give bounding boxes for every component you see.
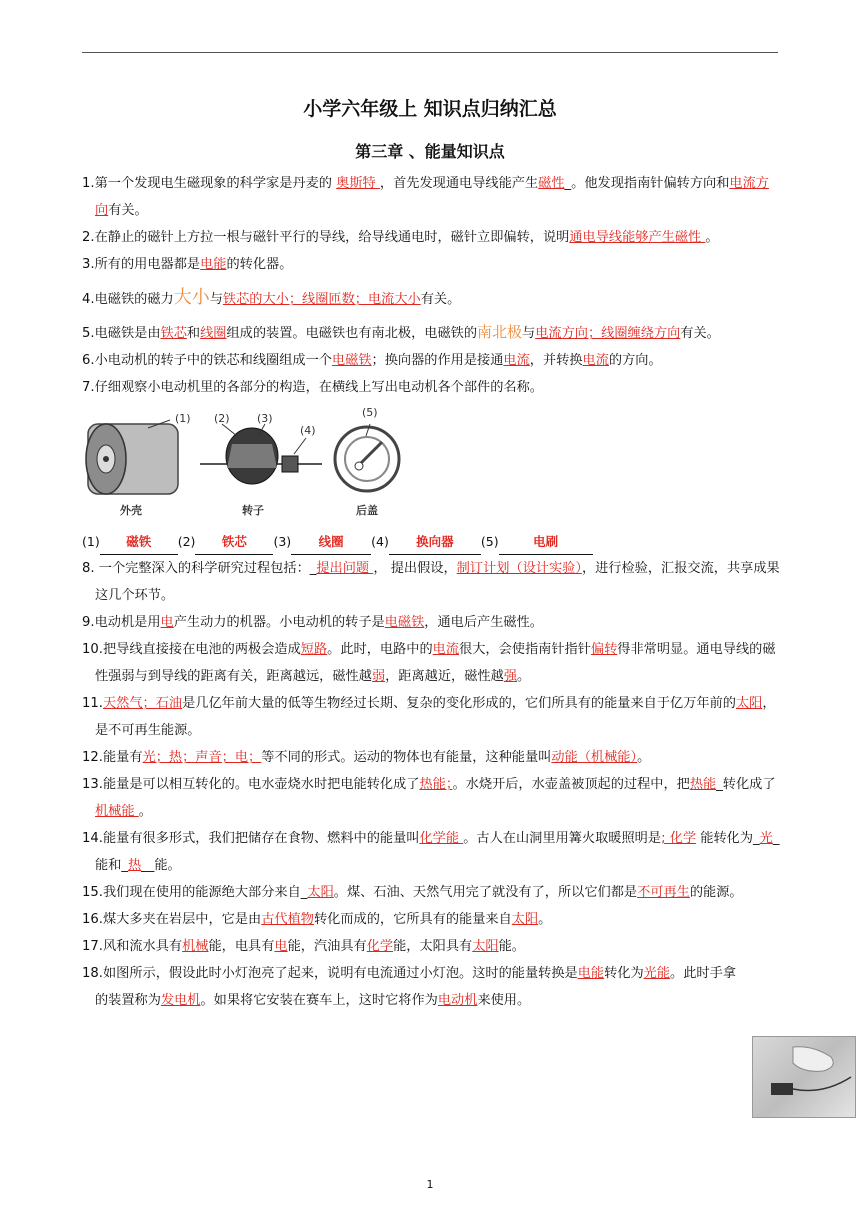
part-blank-2: 铁芯 (195, 530, 273, 555)
item-12: 12.能量有光；热；声音；电；等不同的形式。运动的物体也有能量，这种能量叫动能（机械能）。 (82, 750, 651, 765)
item-4: 4.电磁铁的磁力大小与铁芯的大小；线圈匝数；电流大小有关。 (82, 287, 461, 308)
item-9: 9.电动机是用电产生动力的机器。小电动机的转子是电磁铁，通电后产生磁性。 (82, 615, 543, 630)
motor-figure (82, 406, 782, 528)
item-10: 10.把导线直接接在电池的两极会造成短路。此时，电路中的电流很大，会使指南针指针偏转得非常明显。通电导线的磁性强弱与到导线的距离有关，距离越远，磁性越弱，距离越近，磁性越强。 (82, 642, 776, 684)
item-14: 14.能量有很多形式，我们把储存在食物、燃料中的能量叫化学能 。古人在山洞里用篝火取暖照明是; 化学 能转化为_光_能和_热__能。 (82, 831, 780, 873)
housing-drawing (86, 420, 178, 494)
answer: 动能（机械能） (551, 750, 638, 765)
answer: 太阳 (735, 696, 763, 711)
part-blank-3: 线圈 (291, 530, 371, 555)
answer: 制订计划（设计实验） (456, 561, 582, 576)
answer: 通电导线能够产生磁性 (569, 230, 706, 245)
answer: 铁芯的大小；线圈匝数；电流大小 (222, 292, 421, 307)
answer: 电流 (503, 353, 530, 368)
header-rule (82, 52, 778, 53)
answer: 机械 (182, 939, 209, 954)
item-13: 13.能量是可以相互转化的。电水壶烧水时把电能转化成了热能；。水烧开后，水壶盖被顶起的过程中，把热能_转化成了机械能 。 (82, 777, 776, 819)
part-blank-4: 换向器 (389, 530, 481, 555)
answer: 奥斯特 (336, 176, 380, 191)
item-7: 7.仔细观察小电动机里的各部分的构造，在横线上写出电动机各个部件的名称。 (82, 380, 543, 395)
answer: 电流方向；线圈缠绕方向 (535, 326, 681, 341)
answer: 电磁铁 (384, 615, 425, 630)
knowledge-list (82, 170, 782, 1014)
motor-illustration (82, 406, 422, 528)
page-number: 1 (426, 1178, 434, 1191)
answer: 发电机 (160, 993, 201, 1008)
answer: 不可再生 (637, 885, 690, 900)
answer: 磁性 (538, 176, 565, 191)
answer: ; 化学 (661, 831, 697, 846)
chapter-title: 第三章 、能量知识点 (355, 142, 505, 161)
item-5: 5.电磁铁是由铁芯和线圈组成的装置。电磁铁也有南北极，电磁铁的南北极与电流方向；线圈缠绕方向有关。 (82, 323, 720, 341)
parts-answer-line: (1) 磁铁 (2) 铁芯 (3) 线圈 (4) 换向器 (5) 电刷 (82, 530, 782, 555)
answer: 电动机 (437, 993, 478, 1008)
answer: 太阳 (472, 939, 499, 954)
answer: 热 (127, 858, 142, 873)
answer: 机械能 (95, 804, 139, 819)
figure-label-5: (5) (362, 406, 378, 419)
item-16: 16.煤大多夹在岩层中，它是由古代植物转化而成的，它所具有的能量来自太阳。 (82, 912, 552, 927)
item-3: 3.所有的用电器都是电能的转化器。 (82, 257, 293, 272)
answer: 铁芯 (160, 326, 187, 341)
answer: 化学能 (419, 831, 464, 846)
figure-label-4: (4) (300, 424, 316, 437)
answer: 电能 (577, 966, 605, 981)
answer: 提出问题 (316, 561, 374, 576)
answer: 热能； (419, 777, 453, 792)
answer: 强 (503, 669, 517, 684)
page-title: 小学六年级上 知识点归纳汇总 (303, 98, 557, 120)
item-8: 8. 一个完整深入的科学研究过程包括：_提出问题 ， 提出假设，制订计划（设计实验），进行检验，汇报交流，共享成果这几个环节。 (82, 561, 780, 603)
answer: 电 (160, 615, 174, 630)
answer: 线圈 (200, 326, 227, 341)
answer: 短路 (300, 642, 328, 657)
part-blank-5: 电刷 (499, 530, 593, 555)
item-11: 11.天然气；石油是几亿年前大量的低等生物经过长期、复杂的变化形成的，它们所具有的能量来自于亿万年前的太阳，是不可再生能源。 (82, 696, 776, 738)
answer: 光能 (643, 966, 671, 981)
item-2: 2.在静止的磁针上方拉一根与磁针平行的导线，给导线通电时，磁针立即偏转，说明通电导线能够产生磁性 。 (82, 230, 719, 245)
answer: 热能 (689, 777, 717, 792)
answer: 光；热；声音；电； (142, 750, 262, 765)
item-18: 18.如图所示，假设此时小灯泡亮了起来，说明有电流通过小灯泡。这时的能量转换是电能转化为光能。此时手拿的装置称为发电机。如果将它安装在赛车上，这时它将作为电动机来使用。 (82, 966, 736, 1008)
answer: 电流方向 (95, 176, 769, 218)
figure-label-2: (2) (214, 412, 230, 425)
answer: 古代植物 (261, 912, 314, 927)
answer: 电 (274, 939, 288, 954)
figure-label-1: (1) (175, 412, 191, 425)
answer: 化学 (366, 939, 394, 954)
answer: 电流 (432, 642, 460, 657)
answer: 电磁铁 (331, 353, 372, 368)
answer: 太阳 (307, 885, 334, 900)
generator-photo-drawing (753, 1037, 855, 1117)
answer: 太阳 (511, 912, 539, 927)
back-cover-drawing (335, 424, 399, 491)
figure-label-3: (3) (257, 412, 273, 425)
answer: 电流 (582, 353, 609, 368)
answer: 弱 (371, 669, 386, 684)
highlight-word: 南北极 (477, 323, 523, 341)
answer: 偏转 (590, 642, 618, 657)
answer: 光 (759, 831, 773, 846)
figure-caption-housing: 外壳 (120, 504, 142, 517)
figure-caption-cover: 后盖 (356, 504, 378, 517)
answer: 电能 (200, 257, 227, 272)
generator-photo (752, 1036, 856, 1118)
part-blank-1: 磁铁 (100, 530, 178, 555)
item-15: 15.我们现在使用的能源绝大部分来自_太阳。煤、石油、天然气用完了就没有了，所以它们都是不可再生的能源。 (82, 885, 743, 900)
item-17: 17.风和流水具有机械能，电具有电能，汽油具有化学能，太阳具有太阳能。 (82, 939, 525, 954)
highlight-word: 大小 (173, 287, 210, 308)
item-6: 6.小电动机的转子中的铁芯和线圈组成一个电磁铁；换向器的作用是接通电流，并转换电流的方向。 (82, 353, 662, 368)
item-1: 1.第一个发现电生磁现象的科学家是丹麦的 奥斯特 ，首先发现通电导线能产生磁性_。他发现指南针偏转方向和电流方向有关。 (82, 176, 769, 218)
figure-caption-rotor: 转子 (242, 504, 264, 517)
answer: 天然气；石油 (102, 696, 183, 711)
